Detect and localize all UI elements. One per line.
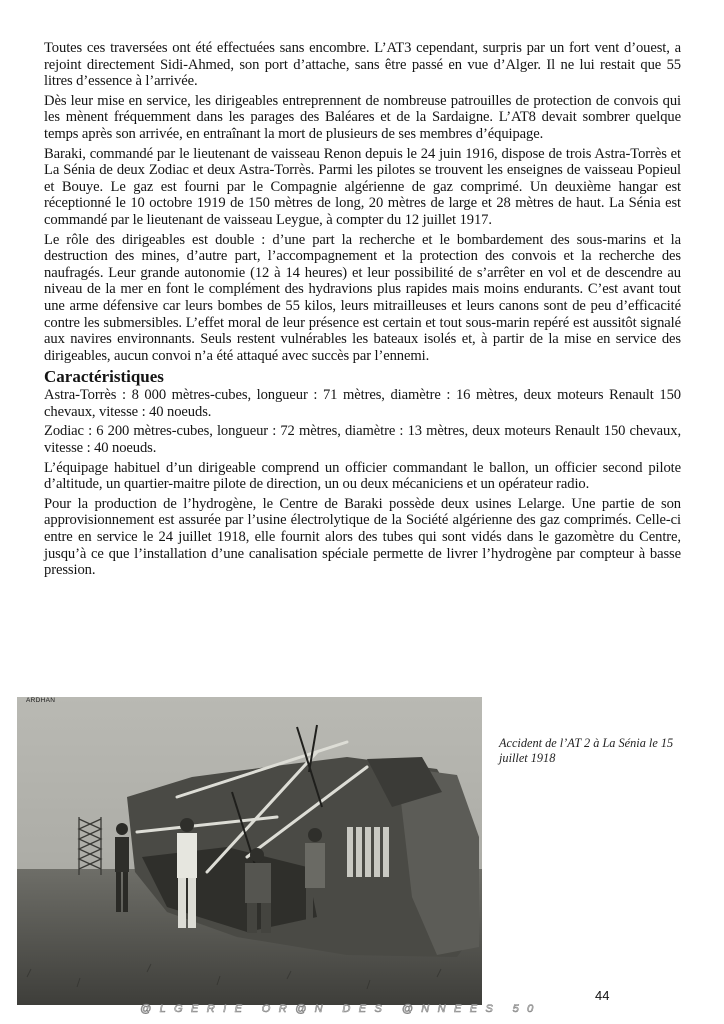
paragraph-1: Toutes ces traversées ont été effectuées sans encombre. L’AT3 cependant, surpris par un fort vent d’ouest, a rejoint directement Sidi-Ahmed, son port d’attache, sans être passé en vue d’Alger. Il ne lui restait que 55 litres d’essence à l’arrivée. xyxy=(44,40,681,90)
hydrogen-paragraph: Pour la production de l’hydrogène, le Centre de Baraki possède deux usines Lelarge. Une partie de son approvisionnement est assurée par l’usine électrolytique de la Société algérienne des gaz comprimés. Celle-ci entre en service le 24 juillet 1918, elle fournit alors des tubes qui sont vidés dans le gazomètre du Centre, jusqu’à ce que l’installation d’une canalisation spéciale permette de livrer l’hydrogène par compteur à basse pression. xyxy=(44,495,681,579)
photo-illustration xyxy=(17,697,482,1005)
crew-paragraph: L’équipage habituel d’un dirigeable comprend un officier commandant le ballon, un officier second pilote d’altitude, un quartier-maitre pilote de direction, un ou deux mécaniciens et un opérateur radio. xyxy=(44,459,681,493)
article-body xyxy=(44,40,681,582)
watermark: @LGERIE OR@N DES @NNEES 50 xyxy=(140,1003,542,1015)
section-heading: Caractéristiques xyxy=(44,367,164,387)
photo-credit: ARDHAN xyxy=(26,697,56,704)
paragraph-4: Le rôle des dirigeables est double : d’une part la recherche et le bombardement des sous-marins et la destruction des mines, d’autre part, l’accompagnement et la protection des convois et la recherche des naufragés. Leur grande autonomie (12 à 14 heures) et leur possibilité de s’arrêter en vol et de descendre au niveau de la mer en font le complément des hydravions plus rapides mais moins endurants. C’est avant tout une arme défensive car leurs bombes de 55 kilos, leurs mitrailleuses et leurs canons sont de peu d’efficacité contre les submersibles. L’effet moral de leur présence est certain et tout sous-marin repéré est aussitôt signalé aux navires environnants. Seuls restent vulnérables les bateaux isolés et, à partir de la mise en service des dirigeables, aucun convoi n’a été attaqué avec succès par l’ennemi. xyxy=(44,231,681,364)
characteristics-astra-torres: Astra-Torrès : 8 000 mètres-cubes, longueur : 71 mètres, diamètre : 16 mètres, deux moteurs Renault 150 chevaux, vitesse : 40 noeuds. xyxy=(44,387,681,420)
characteristics-zodiac: Zodiac : 6 200 mètres-cubes, longueur : 72 mètres, diamètre : 13 mètres, deux moteurs Renault 150 chevaux, vitesse : 40 noeuds. xyxy=(44,423,681,457)
airship-accident-photo xyxy=(17,697,482,1005)
paragraph-3: Baraki, commandé par le lieutenant de vaisseau Renon depuis le 24 juin 1916, dispose de trois Astra-Torrès et La Sénia de deux Zodiac et deux Astra-Torrès. Parmi les pilotes se trouvent les enseignes de vaisseau Popieul et Bouye. Le gaz est fourni par le Compagnie algérienne de gaz comprimé. Un deuxième hangar est réceptionné le 10 octobre 1919 de 150 mètres de long, 20 mètres de large et 28 mètres de haut. La Sénia est commandé par le lieutenant de vaisseau Leygue, à compter du 12 juillet 1917. xyxy=(44,145,681,228)
paragraph-2: Dès leur mise en service, les dirigeables entreprennent de nombreuse patrouilles de protection de convois qui les mènent fréquemment dans les parages des Baléares et de la Sardaigne. L’AT8 devait sombrer quelque temps après son arrivée, en entraînant la mort de plusieurs de ses membres d’équipage. xyxy=(44,92,681,142)
page-number: 44 xyxy=(595,988,610,1003)
photo-caption: Accident de l’AT 2 à La Sénia le 15 juillet 1918 xyxy=(499,736,674,765)
